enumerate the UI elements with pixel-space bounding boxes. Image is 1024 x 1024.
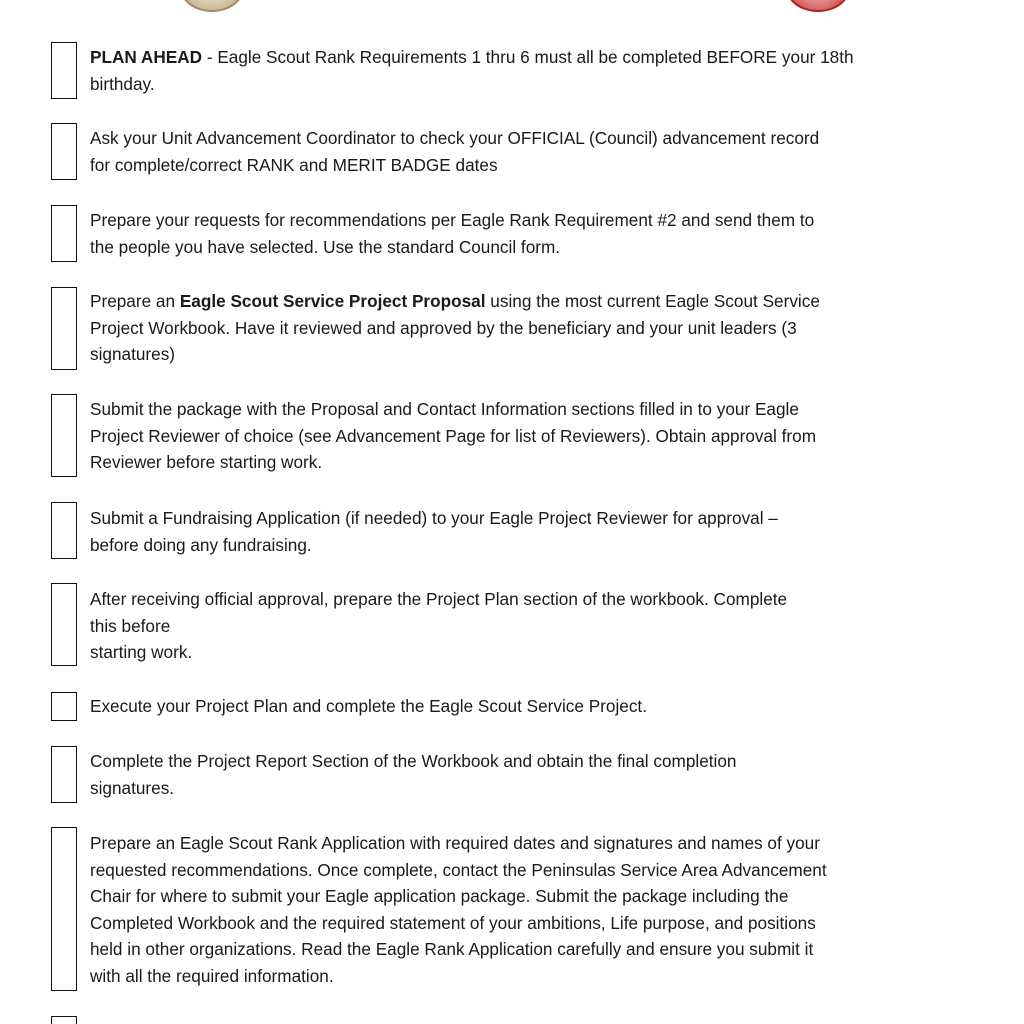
checkbox[interactable] <box>51 123 77 180</box>
checkbox-partial[interactable] <box>51 1016 77 1024</box>
item-bold-prefix: PLAN AHEAD <box>90 47 203 67</box>
item-text: Execute your Project Plan and complete the Eagle Scout Service Project. <box>90 696 647 716</box>
checkbox[interactable] <box>51 394 77 477</box>
item-text <box>90 288 960 368</box>
seal-right-image <box>786 0 850 12</box>
item-text: Ask your Unit Advancement Coordinator to check your OFFICIAL (Council) advancement record for complete/correct RANK and MERIT BADGE dates <box>90 128 820 175</box>
item-text <box>90 44 960 97</box>
item-text: After receiving official approval, prepare the Project Plan section of the workbook. Complete this before starting work. <box>90 589 788 662</box>
item-body: - Eagle Scout Rank Requirements 1 thru 6 must all be completed BEFORE your 18th birthday. <box>90 47 854 94</box>
item-body-before: Prepare an <box>90 291 180 311</box>
checkbox[interactable] <box>51 583 77 666</box>
checkbox[interactable] <box>51 827 77 991</box>
checkbox[interactable] <box>51 746 77 803</box>
item-bold: Eagle Scout Service Project Proposal <box>179 291 486 311</box>
checkbox[interactable] <box>51 42 77 99</box>
item-text: Submit a Fundraising Application (if needed) to your Eagle Project Reviewer for approval – before doing any fundraising. <box>90 508 778 555</box>
item-text: Prepare your requests for recommendations per Eagle Rank Requirement #2 and send them to the people you have selected. Use the standard Council form. <box>90 210 815 257</box>
item-text: Submit the package with the Proposal and Contact Information sections filled in to your Eagle Project Reviewer of choice (see Advancement Page for list of Reviewers). Obtain approval from Reviewer before starting work. <box>90 399 817 472</box>
checkbox[interactable] <box>51 692 77 721</box>
item-body-after: using the most current Eagle Scout Service Project Workbook. Have it reviewed and approved by the beneficiary and your unit leaders (3 signatures) <box>90 291 820 364</box>
item-text: Complete the Project Report Section of the Workbook and obtain the final completion signatures. <box>90 751 737 798</box>
item-text: Prepare an Eagle Scout Rank Application with required dates and signatures and names of your requested recommendations. Once complete, contact the Peninsulas Service Area Advancement Chair for where to submit your Eagle application package. Submit the package including the Completed Workbook and the required statement of your ambitions, Life purpose, and positions held in other organizations. Read the Eagle Rank Application carefully and ensure you submit it with all the required information. <box>90 833 827 986</box>
checkbox[interactable] <box>51 502 77 559</box>
seal-left-image <box>180 0 244 12</box>
checkbox[interactable] <box>51 287 77 370</box>
checkbox[interactable] <box>51 205 77 262</box>
